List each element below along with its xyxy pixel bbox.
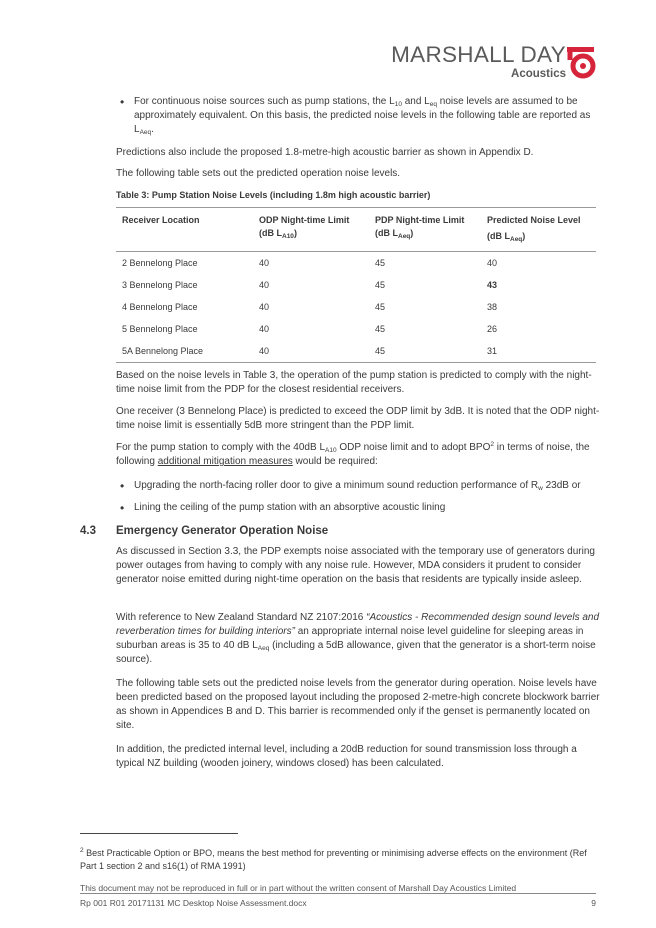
section-paragraph-3: The following table sets out the predicted noise levels from the generator during operation. Noise levels have been predicted based on the proposed layout including the proposed 2-metre-high concrete blockwork barrier as shown in Appendices B and D. This barrier is recommended only if the genset is permanently located on site. xyxy=(116,678,600,731)
intro-bullet-text: For continuous noise sources such as pump stations, the $L_{10}$ and $L_{eq}$ noise levels are assumed to be approximately equivalent. On this basis, the predicted noise levels in the following table are reported as $L_{Aeq}$. xyxy=(134,96,591,136)
bullet-dot-icon: • xyxy=(120,95,125,109)
footer-divider xyxy=(80,893,596,894)
cell-predicted-exceedance: 43 xyxy=(487,280,498,290)
cell-odp: 40 xyxy=(259,302,270,312)
cell-location: 3 Bennelong Place xyxy=(122,280,198,290)
cell-location: 4 Bennelong Place xyxy=(122,302,198,312)
cell-pdp: 45 xyxy=(375,280,386,290)
cell-odp: 40 xyxy=(259,280,270,290)
cell-predicted: 26 xyxy=(487,324,498,334)
after-table-paragraph-1: Based on the noise levels in Table 3, the operation of the pump station is predicted to comply with the night-time noise limit from the PDP for the closest residential receivers. xyxy=(116,370,592,395)
bullet-dot-icon: • xyxy=(120,501,125,515)
table-row xyxy=(116,252,596,275)
bullet-dot-icon: • xyxy=(120,479,125,493)
cell-odp: 40 xyxy=(259,258,270,268)
cell-location: 5 Bennelong Place xyxy=(122,324,198,334)
table-row xyxy=(116,296,596,318)
header-predicted-level: Predicted Noise Level (dB $L_{Aeq}$) xyxy=(481,208,596,252)
cell-location: 5A Bennelong Place xyxy=(116,340,253,363)
cell-pdp: 45 xyxy=(369,340,481,363)
header-receiver-location: Receiver Location xyxy=(116,208,253,252)
intro-paragraph-1: Predictions also include the proposed 1.8-metre-high acoustic barrier as shown in Appendix D. xyxy=(116,147,534,158)
noise-levels-table xyxy=(116,207,596,363)
section-heading xyxy=(80,524,328,538)
mitigation-bullet-2: • Lining the ceiling of the pump station with an absorptive acoustic lining xyxy=(120,501,446,515)
footnote: $^2$ Best Practicable Option or BPO, means the best method for preventing or minimising adverse effects on the environment (Ref Part 1 section 2 and s16(1) of RMA 1991) xyxy=(80,847,587,871)
section-number: 4.3 xyxy=(80,525,96,537)
table-caption: Table 3: Pump Station Noise Levels (including 1.8m high acoustic barrier) xyxy=(116,190,431,200)
after-table-paragraph-3: For the pump station to comply with the 40dB $L_{A10}$ ODP noise limit and to adopt BPO$^2$ in terms of noise, the following additional mitigation measures would be required: xyxy=(116,441,590,467)
mitigation-bullet-1: • Upgrading the north-facing roller door to give a minimum sound reduction performance of $R_w$ 23dB or xyxy=(120,479,581,493)
cell-pdp: 45 xyxy=(375,324,386,334)
header-pdp-limit: PDP Night-time Limit (dB $L_{Aeq}$) xyxy=(369,208,481,252)
cell-predicted: 40 xyxy=(487,258,498,268)
cell-pdp: 45 xyxy=(375,302,386,312)
additional-mitigation-link: additional mitigation measures xyxy=(157,456,293,467)
table-row xyxy=(116,318,596,340)
page-number: 9 xyxy=(591,898,596,908)
header-odp-limit: ODP Night-time Limit (dB $L_{A10}$) xyxy=(253,208,369,252)
table-row xyxy=(116,274,596,296)
table-header-row xyxy=(116,208,596,252)
table-row xyxy=(116,340,596,363)
cell-odp: 40 xyxy=(253,340,369,363)
document-reference: Rp 001 R01 20171131 MC Desktop Noise Assessment.docx xyxy=(80,898,307,908)
section-title: Emergency Generator Operation Noise xyxy=(116,525,329,537)
cell-pdp: 45 xyxy=(375,258,386,268)
copyright-notice: This document may not be reproduced in full or in part without the written consent of Marshall Day Acoustics Limited xyxy=(80,883,517,893)
after-table-paragraph-2: One receiver (3 Bennelong Place) is predicted to exceed the ODP limit by 3dB. It is noted that the ODP night-time noise limit is essentially 5dB more stringent than the PDP limit. xyxy=(116,406,600,431)
footnote-divider xyxy=(80,833,238,834)
cell-predicted: 31 xyxy=(481,340,596,363)
section-paragraph-2: With reference to New Zealand Standard NZ 2107:2016 “Acoustics - Recommended design sound levels and reverberation times for building interiors” an appropriate internal noise level guideline for sleeping areas in suburban areas is 35 to 40 dB $L_{Aeq}$ (including a 5dB allowance, given that the generator is a short-term noise source). xyxy=(116,612,600,665)
section-paragraph-1: As discussed in Section 3.3, the PDP exempts noise associated with the temporary use of generators during power outages from having to comply with any noise rule. However, MDA considers it prudent to consider generator noise emitted during night-time operation on the basis that residents are typically inside asleep. xyxy=(116,546,595,585)
intro-bullet xyxy=(120,95,600,137)
logo-subtitle: Acoustics xyxy=(511,68,566,80)
cell-location: 2 Bennelong Place xyxy=(122,258,198,268)
cell-odp: 40 xyxy=(259,324,270,334)
marshall-day-logo-icon xyxy=(566,46,596,80)
intro-paragraph-2: The following table sets out the predicted operation noise levels. xyxy=(116,168,401,179)
logo-wordmark: MARSHALL DAY xyxy=(391,42,566,67)
cell-predicted: 38 xyxy=(487,302,498,312)
company-logo xyxy=(391,44,566,81)
section-paragraph-4: In addition, the predicted internal level, including a 20dB reduction for sound transmission loss through a typical NZ building (wooden joinery, windows closed) has been calculated. xyxy=(116,744,577,769)
